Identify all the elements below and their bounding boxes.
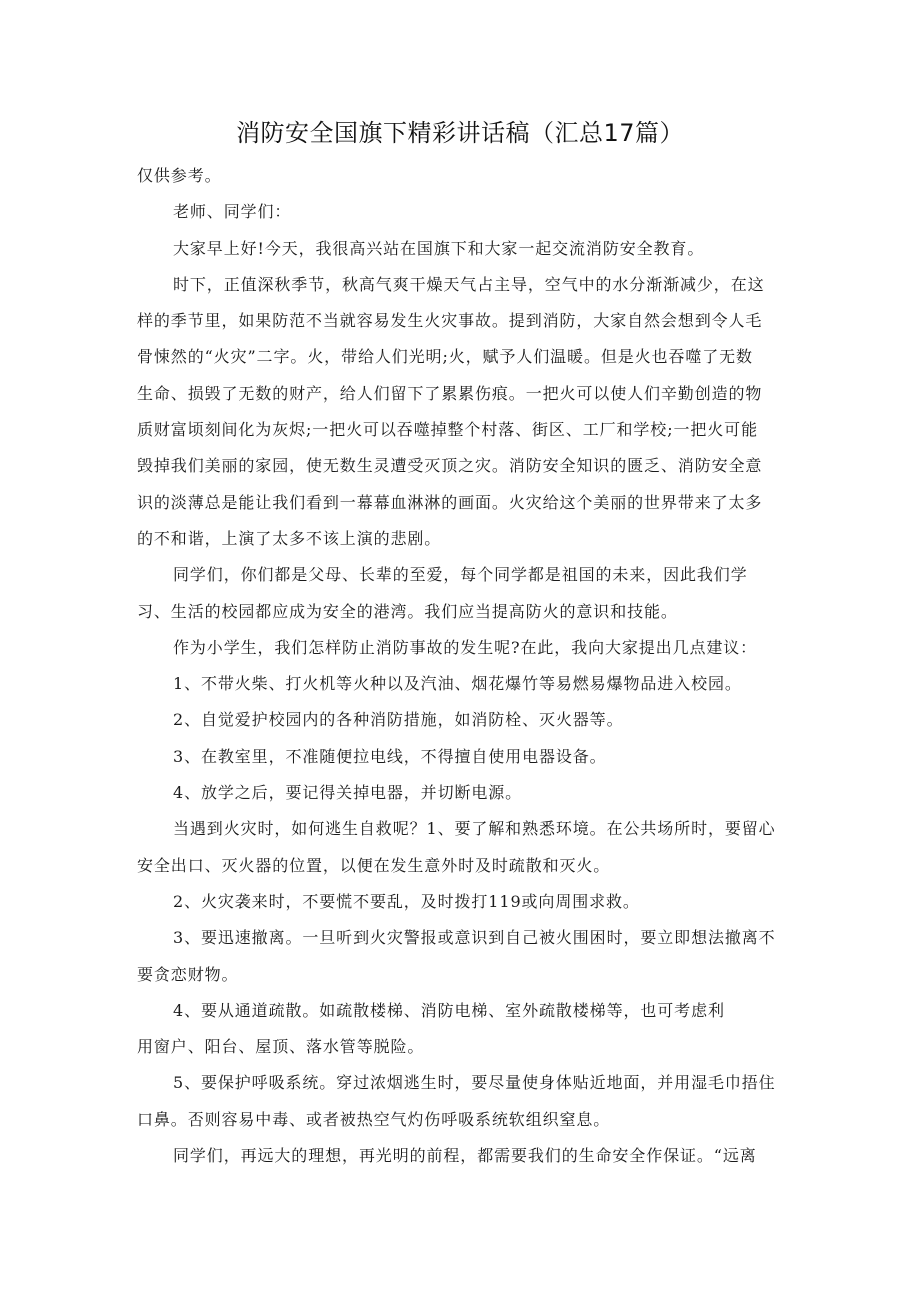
text-line: 口鼻。否则容易中毒、或者被热空气灼伤呼吸系统软组织窒息。	[137, 1109, 611, 1129]
text-line: 用窗户、阳台、屋顶、落水管等脱险。	[137, 1037, 425, 1057]
text-line: 的不和谐，上演了太多不该上演的悲剧。	[137, 528, 442, 548]
text-line: 4、要从通道疏散。如疏散楼梯、消防电梯、室外疏散楼梯等，也可考虑利	[173, 1000, 725, 1020]
text-line: 同学们，再远大的理想，再光明的前程，都需要我们的生命安全作保证。“远离	[173, 1146, 757, 1166]
text-line: 老师、同学们：	[173, 202, 292, 222]
text-line: 骨悚然的“火灾”二字。火，带给人们光明;火，赋予人们温暖。但是火也吞噬了无数	[137, 347, 753, 367]
text-line: 大家早上好!今天，我很高兴站在国旗下和大家一起交流消防安全教育。	[173, 238, 705, 258]
text-line: 样的季节里，如果防范不当就容易发生火灾事故。提到消防，大家自然会想到令人毛	[137, 311, 763, 331]
text-line: 作为小学生，我们怎样防止消防事故的发生呢?在此，我向大家提出几点建议：	[173, 637, 758, 657]
text-line: 4、放学之后，要记得关掉电器，并切断电源。	[173, 783, 523, 803]
text-line: 时下，正值深秋季节，秋高气爽干燥天气占主导，空气中的水分渐渐减少，在这	[173, 274, 765, 294]
text-line: 生命、损毁了无数的财产，给人们留下了累累伤痕。一把火可以使人们辛勤创造的物	[137, 383, 763, 403]
text-line: 识的淡薄总是能让我们看到一幕幕血淋淋的画面。火灾给这个美丽的世界带来了太多	[137, 492, 763, 512]
text-line: 仅供参考。	[137, 166, 222, 185]
text-line: 安全出口、灭火器的位置，以便在发生意外时及时疏散和灭火。	[137, 855, 611, 875]
text-line: 习、生活的校园都应成为安全的港湾。我们应当提高防火的意识和技能。	[137, 601, 678, 621]
text-line: 要贪恋财物。	[137, 964, 239, 984]
text-line: 3、要迅速撤离。一旦听到火灾警报或意识到自己被火围困时，要立即想法撤离不	[173, 928, 776, 948]
document-body	[137, 158, 787, 1174]
text-line: 当遇到火灾时，如何逃生自救呢？1、要了解和熟悉环境。在公共场所时，要留心	[173, 819, 776, 839]
text-line: 3、在教室里，不准随便拉电线，不得擅自使用电器设备。	[173, 746, 607, 766]
text-line: 同学们，你们都是父母、长辈的至爱，每个同学都是祖国的未来，因此我们学	[173, 565, 748, 585]
document-title: 消防安全国旗下精彩讲话稿（汇总17篇）	[235, 119, 685, 147]
text-line: 毁掉我们美丽的家园，使无数生灵遭受灭顶之灾。消防安全知识的匮乏、消防安全意	[137, 456, 763, 476]
text-line: 5、要保护呼吸系统。穿过浓烟逃生时，要尽量使身体贴近地面，并用湿毛巾捂住	[173, 1073, 776, 1093]
text-line: 2、自觉爱护校园内的各种消防措施，如消防栓、灭火器等。	[173, 710, 624, 730]
text-line: 2、火灾袭来时，不要慌不要乱，及时拨打119或向周围求救。	[173, 891, 640, 911]
text-line: 1、不带火柴、打火机等火种以及汽油、烟花爆竹等易燃易爆物品进入校园。	[173, 674, 742, 694]
text-line: 质财富顷刻间化为灰烬;一把火可以吞噬掉整个村落、街区、工厂和学校;一把火可能	[137, 420, 758, 440]
